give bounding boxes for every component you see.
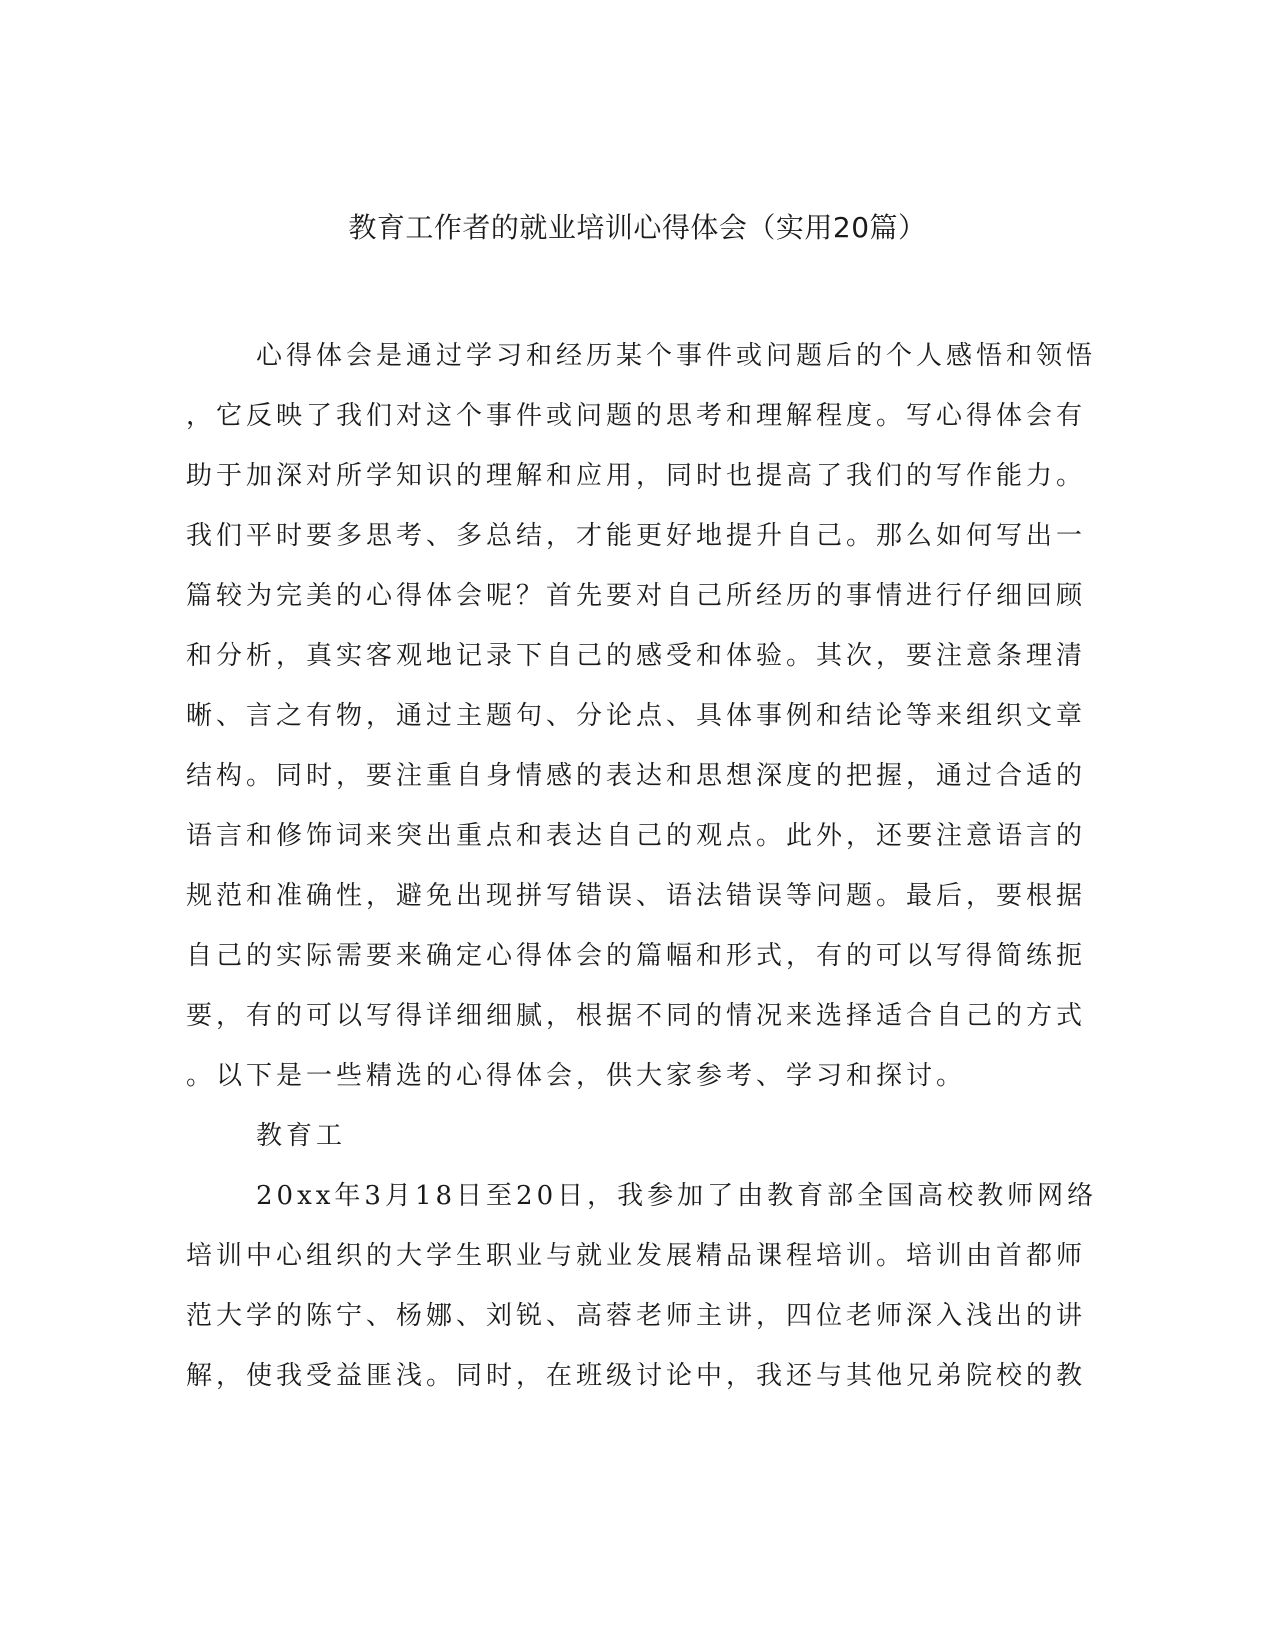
intro-line: 和分析，真实客观地记录下自己的感受和体验。其次，要注意条理清 <box>186 641 1087 671</box>
section-heading: 教育工 <box>256 1121 347 1151</box>
intro-line: 结构。同时，要注重自身情感的表达和思想深度的把握，通过合适的 <box>186 761 1087 791</box>
section-line: 解，使我受益匪浅。同时，在班级讨论中，我还与其他兄弟院校的教 <box>186 1361 1087 1391</box>
intro-line: 篇较为完美的心得体会呢？首先要对自己所经历的事情进行仔细回顾 <box>186 581 1087 611</box>
intro-line: 语言和修饰词来突出重点和表达自己的观点。此外，还要注意语言的 <box>186 821 1087 851</box>
intro-line: 心得体会是通过学习和经历某个事件或问题后的个人感悟和领悟 <box>256 341 1097 371</box>
document-title: 教育工作者的就业培训心得体会（实用20篇） <box>348 211 927 244</box>
intro-line: 自己的实际需要来确定心得体会的篇幅和形式，有的可以写得简练扼 <box>186 941 1087 971</box>
intro-line: 。以下是一些精选的心得体会，供大家参考、学习和探讨。 <box>186 1061 967 1091</box>
section-line: 20xx年3月18日至20日，我参加了由教育部全国高校教师网络 <box>256 1181 1098 1211</box>
intro-line: 规范和准确性，避免出现拼写错误、语法错误等问题。最后，要根据 <box>186 881 1087 911</box>
intro-line: 我们平时要多思考、多总结，才能更好地提升自己。那么如何写出一 <box>186 521 1087 551</box>
intro-line: 要，有的可以写得详细细腻，根据不同的情况来选择适合自己的方式 <box>186 1001 1087 1031</box>
section-line: 培训中心组织的大学生职业与就业发展精品课程培训。培训由首都师 <box>186 1241 1087 1271</box>
intro-line: ，它反映了我们对这个事件或问题的思考和理解程度。写心得体会有 <box>186 401 1087 431</box>
section-line: 范大学的陈宁、杨娜、刘锐、高蓉老师主讲，四位老师深入浅出的讲 <box>186 1301 1087 1331</box>
document-body <box>186 326 1098 1406</box>
intro-line: 助于加深对所学知识的理解和应用，同时也提高了我们的写作能力。 <box>186 461 1087 491</box>
intro-line: 晰、言之有物，通过主题句、分论点、具体事例和结论等来组织文章 <box>186 701 1087 731</box>
